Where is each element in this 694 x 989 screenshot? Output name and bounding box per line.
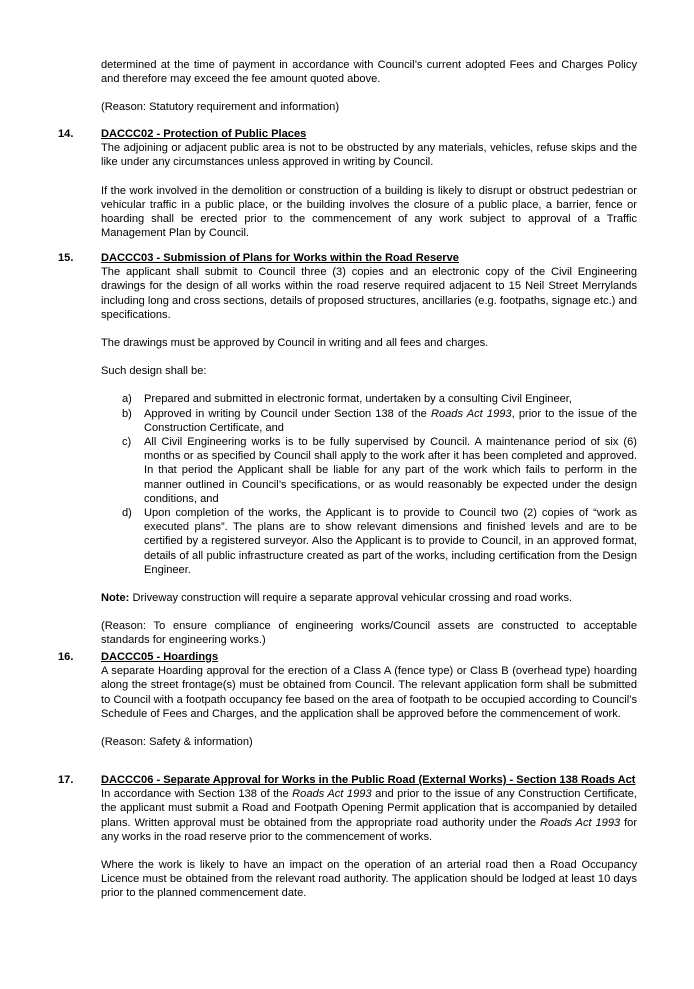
list-item-text: Approved in writing by Council under Section 138 of the <box>144 407 431 420</box>
list-marker: d) <box>122 507 132 520</box>
act-name: Roads Act 1993 <box>430 407 512 420</box>
text-run: and prior to the issue of any Construction Certificate, the applicant must submit a Road and Footpath Opening Permit application that is accompanied by detailed plans. Written approval must be obtained from the appropriate road authority under the <box>101 788 637 829</box>
condition-paragraph <box>101 787 637 844</box>
condition-14 <box>58 127 637 240</box>
condition-paragraph: The drawings must be approved by Council in writing and all fees and charges. <box>101 337 489 350</box>
intro-block <box>101 58 637 115</box>
act-name: Roads Act 1993 <box>540 816 621 829</box>
condition-paragraph: A separate Hoarding approval for the erection of a Class A (fence type) or Class B (overhead type) hoarding along the street frontage(s) must be obtained from Council. The relevant application form shall be submitted to Council with a footpath occupancy fee based on the area of footpath to be occupied according to Council’s Schedule of Fees and Charges, and the application shall be approved before the commencement of work. <box>101 665 637 720</box>
condition-paragraph: Where the work is likely to have an impact on the operation of an arterial road then a Road Occupancy Licence must be obtained from the relevant road authority. The application should be lodged at least 10 days prior to the planned commencement date. <box>101 859 637 900</box>
note-text: Driveway construction will require a separate approval vehicular crossing and road works. <box>129 592 573 605</box>
list-item <box>101 506 637 577</box>
list-marker: c) <box>122 436 132 449</box>
note-label: Note: <box>101 592 130 605</box>
act-name: Roads Act 1993 <box>292 788 372 801</box>
condition-paragraph: If the work involved in the demolition or construction of a building is likely to disrupt or obstruct pedestrian or vehicular traffic in a public place, or the building involves the closure of a public place, a barrier, fence or hoarding shall be erected prior to the commencement of any work subject to approval of a Traffic Management Plan by Council. <box>101 184 637 240</box>
list-item <box>101 435 637 506</box>
note-paragraph <box>101 591 637 605</box>
condition-17 <box>58 773 637 901</box>
intro-reason: (Reason: Statutory requirement and information) <box>101 101 340 114</box>
list-item <box>101 407 637 435</box>
condition-number: 17. <box>58 774 74 786</box>
condition-heading: DACCC03 - Submission of Plans for Works within the Road Reserve <box>101 252 459 264</box>
text-run: for any works in the road reserve prior to the commencement of works. <box>101 816 638 843</box>
condition-number: 14. <box>58 128 74 140</box>
condition-reason: (Reason: Safety & information) <box>101 736 253 749</box>
list-marker: a) <box>122 393 132 406</box>
condition-paragraph: The adjoining or adjacent public area is not to be obstructed by any materials, vehicles, refuse skips and the like under any circumstances unless approved in writing by Council. <box>101 142 637 169</box>
condition-reason: (Reason: To ensure compliance of engineering works/Council assets are constructed to acceptable standards for engineering works.) <box>101 620 637 647</box>
condition-number: 15. <box>58 252 74 264</box>
condition-16 <box>58 650 637 749</box>
condition-paragraph: The applicant shall submit to Council three (3) copies and an electronic copy of the Civil Engineering drawings for the design of all works within the road reserve required adjacent to 15 Neil Street Merrylands including long and cross sections, details of proposed structures, ancillaries (e.g. footpaths, signage etc.) and specifications. <box>101 266 637 321</box>
condition-heading: DACCC05 - Hoardings <box>101 651 219 663</box>
list-marker: b) <box>122 407 132 420</box>
condition-heading: DACCC06 - Separate Approval for Works in the Public Road (External Works) - Section 138 Roads Act <box>101 774 636 786</box>
list-item-text: Upon completion of the works, the Applicant is to provide to Council two (2) copies of “work as executed plans”. The plans are to show relevant dimensions and finished levels and are to be certified by a registered surveyor. Also the Applicant is to provide to Council, in an approved format, details of all public infrastructure created as part of the works, including certification from the Design Engineer. <box>144 507 637 576</box>
condition-heading: DACCC02 - Protection of Public Places <box>101 128 307 140</box>
list-item-text: , prior to the issue of the Construction Certificate, and <box>144 407 638 434</box>
list-item <box>101 392 637 406</box>
condition-number: 16. <box>58 651 74 663</box>
design-requirements-list <box>101 392 637 577</box>
list-item-text: All Civil Engineering works is to be fully supervised by Council. A maintenance period of six (6) months or as specified by Council shall apply to the work after it has been completed and approved. In that period the Applicant shall be liable for any part of the work which fails to perform in the manner outlined in Council’s specifications, or as would reasonably be expected under the design conditions, and <box>144 436 637 505</box>
list-item-text: Prepared and submitted in electronic format, undertaken by a consulting Civil Engineer, <box>144 393 572 406</box>
intro-paragraph: determined at the time of payment in accordance with Council’s current adopted Fees and Charges Policy and therefore may exceed the fee amount quoted above. <box>101 59 637 86</box>
condition-paragraph: Such design shall be: <box>101 365 207 378</box>
text-run: In accordance with Section 138 of the <box>101 788 293 801</box>
condition-15 <box>58 251 637 648</box>
